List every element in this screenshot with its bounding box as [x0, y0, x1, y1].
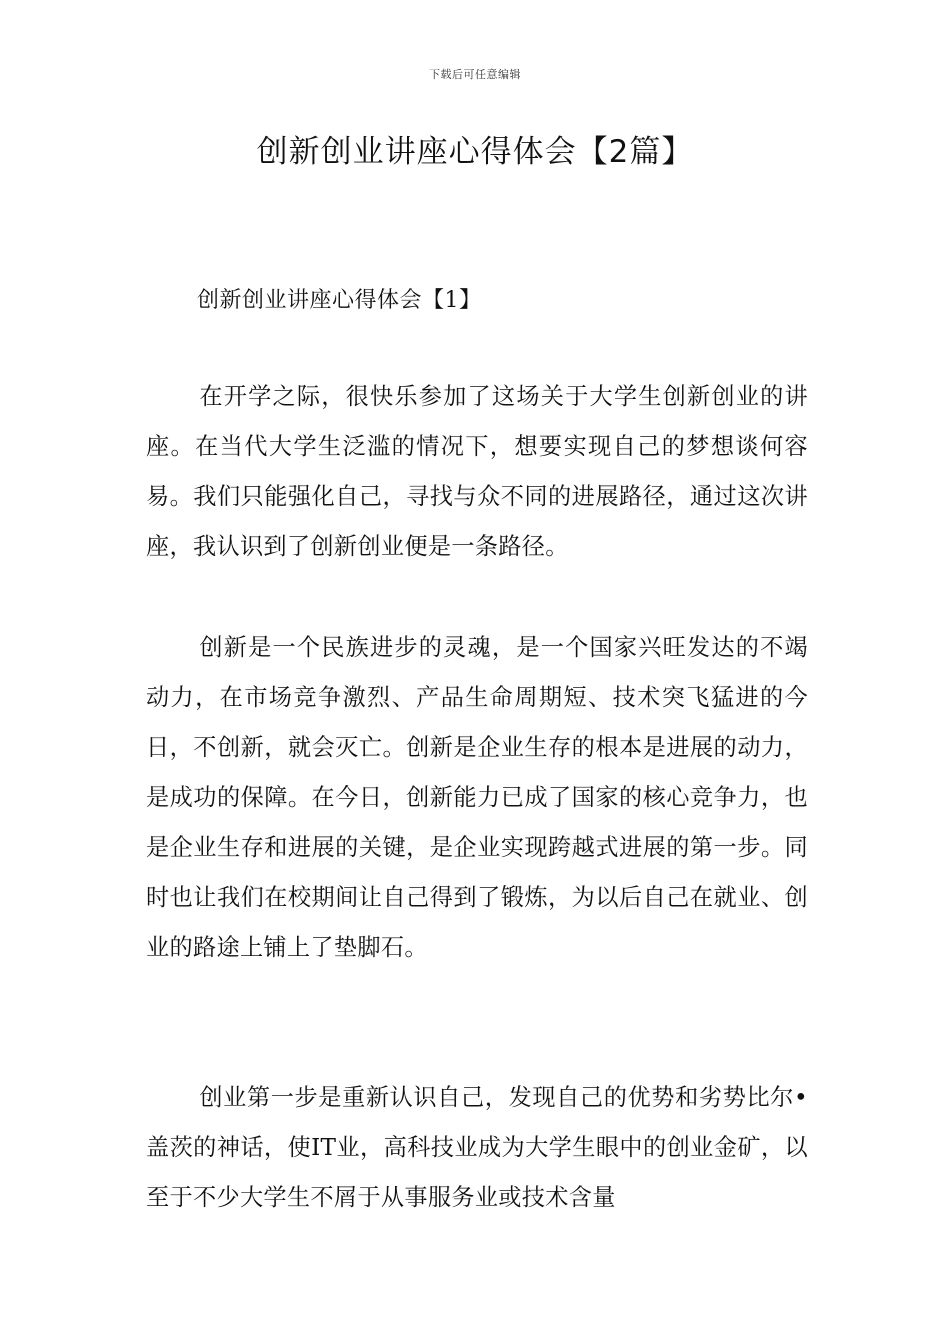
paragraph-1: 在开学之际，很快乐参加了这场关于大学生创新创业的讲座。在当代大学生泛滥的情况下，想要实现自己的梦想谈何容易。我们只能强化自己，寻找与众不同的进展路径，通过这次讲座，我认识到了创新创业便是一条路径。 — [146, 383, 808, 560]
document-title: 创新创业讲座心得体会【2篇】 — [256, 134, 694, 170]
paragraph-2: 创新是一个民族进步的灵魂，是一个国家兴旺发达的不竭动力，在市场竞争激烈、产品生命周期短、技术突飞猛进的今日，不创新，就会灭亡。创新是企业生存的根本是进展的动力，是成功的保障。在今日，创新能力已成了国家的核心竞争力，也是企业生存和进展的关键，是企业实现跨越式进展的第一步。同时也让我们在校期间让自己得到了锻炼，为以后自己在就业、创业的路途上铺上了垫脚石。 — [146, 634, 808, 961]
header-note: 下载后可任意编辑 — [429, 68, 521, 81]
section-title: 创新创业讲座心得体会【1】 — [197, 288, 482, 313]
paragraph-3: 创业第一步是重新认识自己，发现自己的优势和劣势比尔•盖茨的神话，使IT业，高科技业成为大学生眼中的创业金矿，以至于不少大学生不屑于从事服务业或技术含量 — [146, 1084, 808, 1211]
